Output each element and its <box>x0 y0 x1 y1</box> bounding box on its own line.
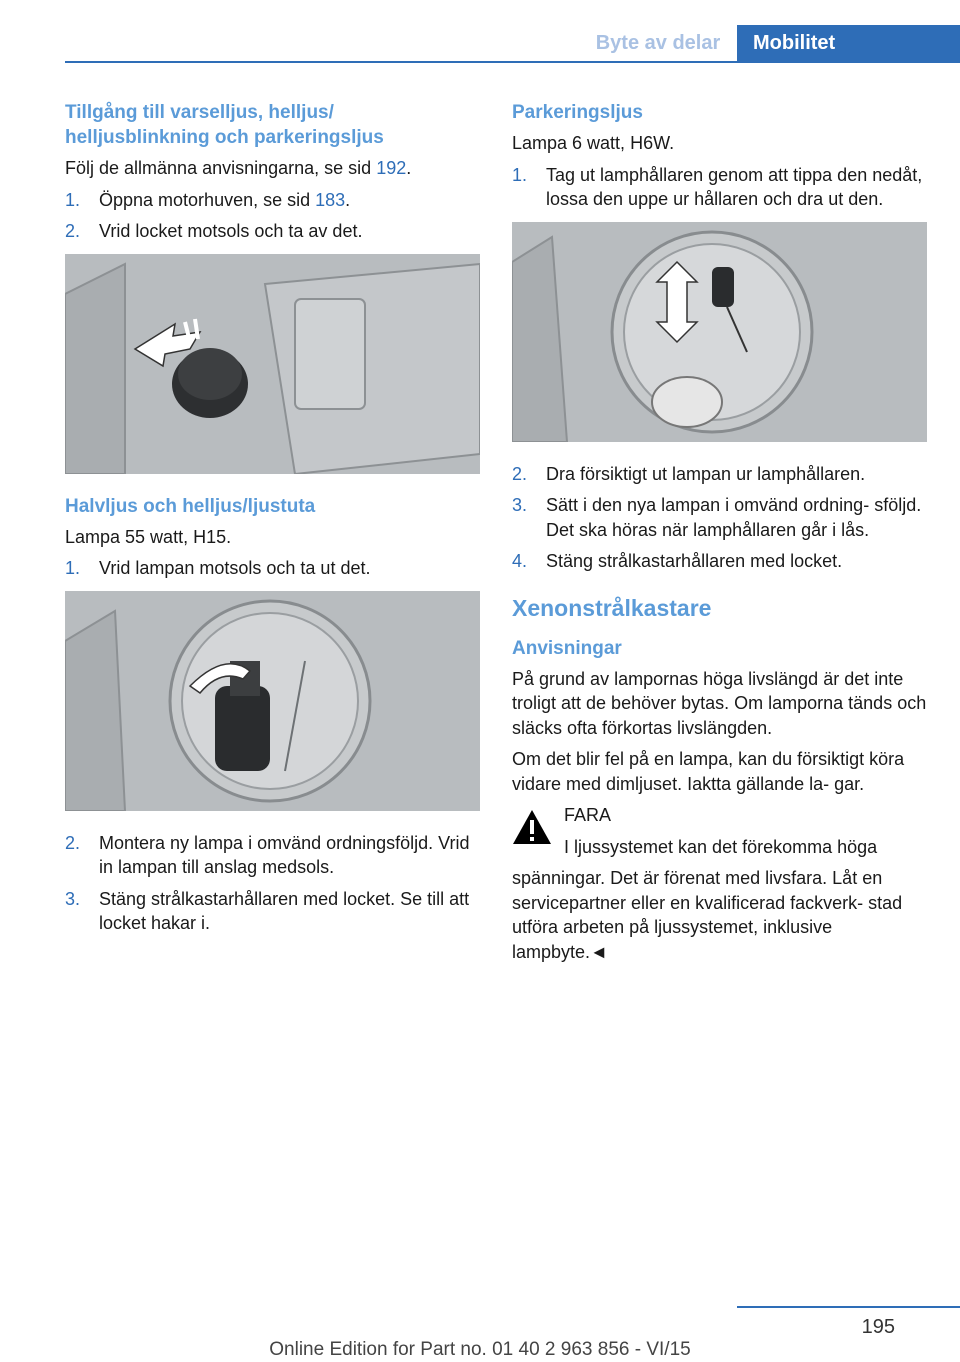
header-rule <box>65 61 960 63</box>
low-beam-steps-list <box>65 556 480 581</box>
parking-light-title: Parkeringsljus <box>512 102 643 123</box>
warning-label: FARA <box>564 805 612 825</box>
intro-suffix: . <box>406 158 412 178</box>
list-item <box>65 219 480 244</box>
warning-body: spänningar. Det är förenat med livsfara. Låt en servicepartner eller en kvalificerad fackverk- stad utföra arbeten på ljussystemet, inklusive lampbyte.◄ <box>512 868 903 962</box>
step-number: 4. <box>512 551 528 571</box>
danger-warning <box>512 803 927 964</box>
step-number: 2. <box>512 463 528 484</box>
intro-text: Följ de allmänna anvisningarna, se sid <box>65 158 377 178</box>
list-item <box>512 462 927 487</box>
low-beam-lamp-spec: Lampa 55 watt, H15. <box>65 526 232 547</box>
access-steps-list <box>65 188 480 244</box>
low-high-beam-title: Halvljus och helljus/ljustuta <box>65 495 316 517</box>
step-text: Öppna motorhuven, se sid <box>99 189 316 210</box>
step-text: Dra försiktigt ut lampan ur lamphållaren. <box>546 463 866 484</box>
footer-rule <box>737 1306 960 1308</box>
step-number: 1. <box>65 189 81 210</box>
step-text: Montera ny lampa i omvänd ordningsföljd. Vrid in lampan till anslag medsols. <box>99 832 470 877</box>
step-text: Vrid locket motsols och ta av det. <box>99 221 363 241</box>
step-text: Stäng strålkastarhållaren med locket. Se till att locket hakar i. <box>99 888 470 933</box>
instructions-subtitle: Anvisningar <box>512 637 622 659</box>
xenon-paragraph-2: Om det blir fel på en lampa, kan du försiktigt köra vidare med dimljuset. Iaktta gällande la- gar. <box>512 749 905 794</box>
step-text: Sätt i den nya lampan i omvänd ordning- sföljd. Det ska höras när lamphållaren går i lås. <box>546 495 922 540</box>
header-chapter-tab: Mobilitet <box>737 25 960 61</box>
parking-steps-list <box>512 163 927 212</box>
intro-paragraph <box>65 156 480 181</box>
left-column <box>65 100 480 943</box>
right-column <box>512 100 927 971</box>
xenon-paragraph-1: På grund av lampornas höga livslängd är det inte troligt att de behöver bytas. Om lamporna tänds och släcks ofta förkortas livslängden. <box>512 668 927 738</box>
xenon-heading: Xenonstrålkastare <box>512 594 712 621</box>
page-link-183[interactable]: 183 <box>315 189 346 210</box>
step-text: Tag ut lamphållaren genom att tippa den nedåt, lossa den uppe ur hållaren och dra ut den. <box>546 164 923 209</box>
step-suffix: . <box>345 189 351 210</box>
step-number: 3. <box>65 888 81 909</box>
list-item <box>512 549 927 574</box>
step-number: 3. <box>512 495 528 515</box>
page-number: 195 <box>861 1316 895 1338</box>
step-number: 2. <box>65 221 81 241</box>
list-item <box>65 556 480 581</box>
edition-footer: Online Edition for Part no. 01 40 2 963 856 - VI/15 <box>269 1339 691 1360</box>
list-item <box>512 163 927 212</box>
parking-lamp-spec: Lampa 6 watt, H6W. <box>512 133 675 153</box>
low-beam-steps-list-continued <box>65 831 480 936</box>
step-number: 1. <box>65 558 81 578</box>
h15-bulb-removal-illustration <box>65 591 480 811</box>
list-item <box>65 188 480 213</box>
list-item <box>65 887 480 936</box>
step-text: Stäng strålkastarhållaren med locket. <box>546 551 843 571</box>
parking-bulb-holder-illustration <box>512 222 927 442</box>
step-number: 1. <box>512 164 528 185</box>
list-item <box>65 831 480 880</box>
access-section-title: Tillgång till varselljus, helljus/ helljusblinkning och parkeringsljus <box>65 102 384 148</box>
header-section-tab: Byte av delar <box>595 32 721 54</box>
warning-first-line: I ljussystemet kan det förekomma höga <box>564 836 878 857</box>
page-link-192[interactable]: 192 <box>376 158 407 178</box>
parking-steps-list-continued <box>512 462 927 574</box>
warning-triangle-icon <box>512 809 552 845</box>
list-item <box>512 493 927 542</box>
engine-bay-cap-illustration <box>65 254 480 474</box>
step-text: Vrid lampan motsols och ta ut det. <box>99 558 371 578</box>
step-number: 2. <box>65 832 81 853</box>
